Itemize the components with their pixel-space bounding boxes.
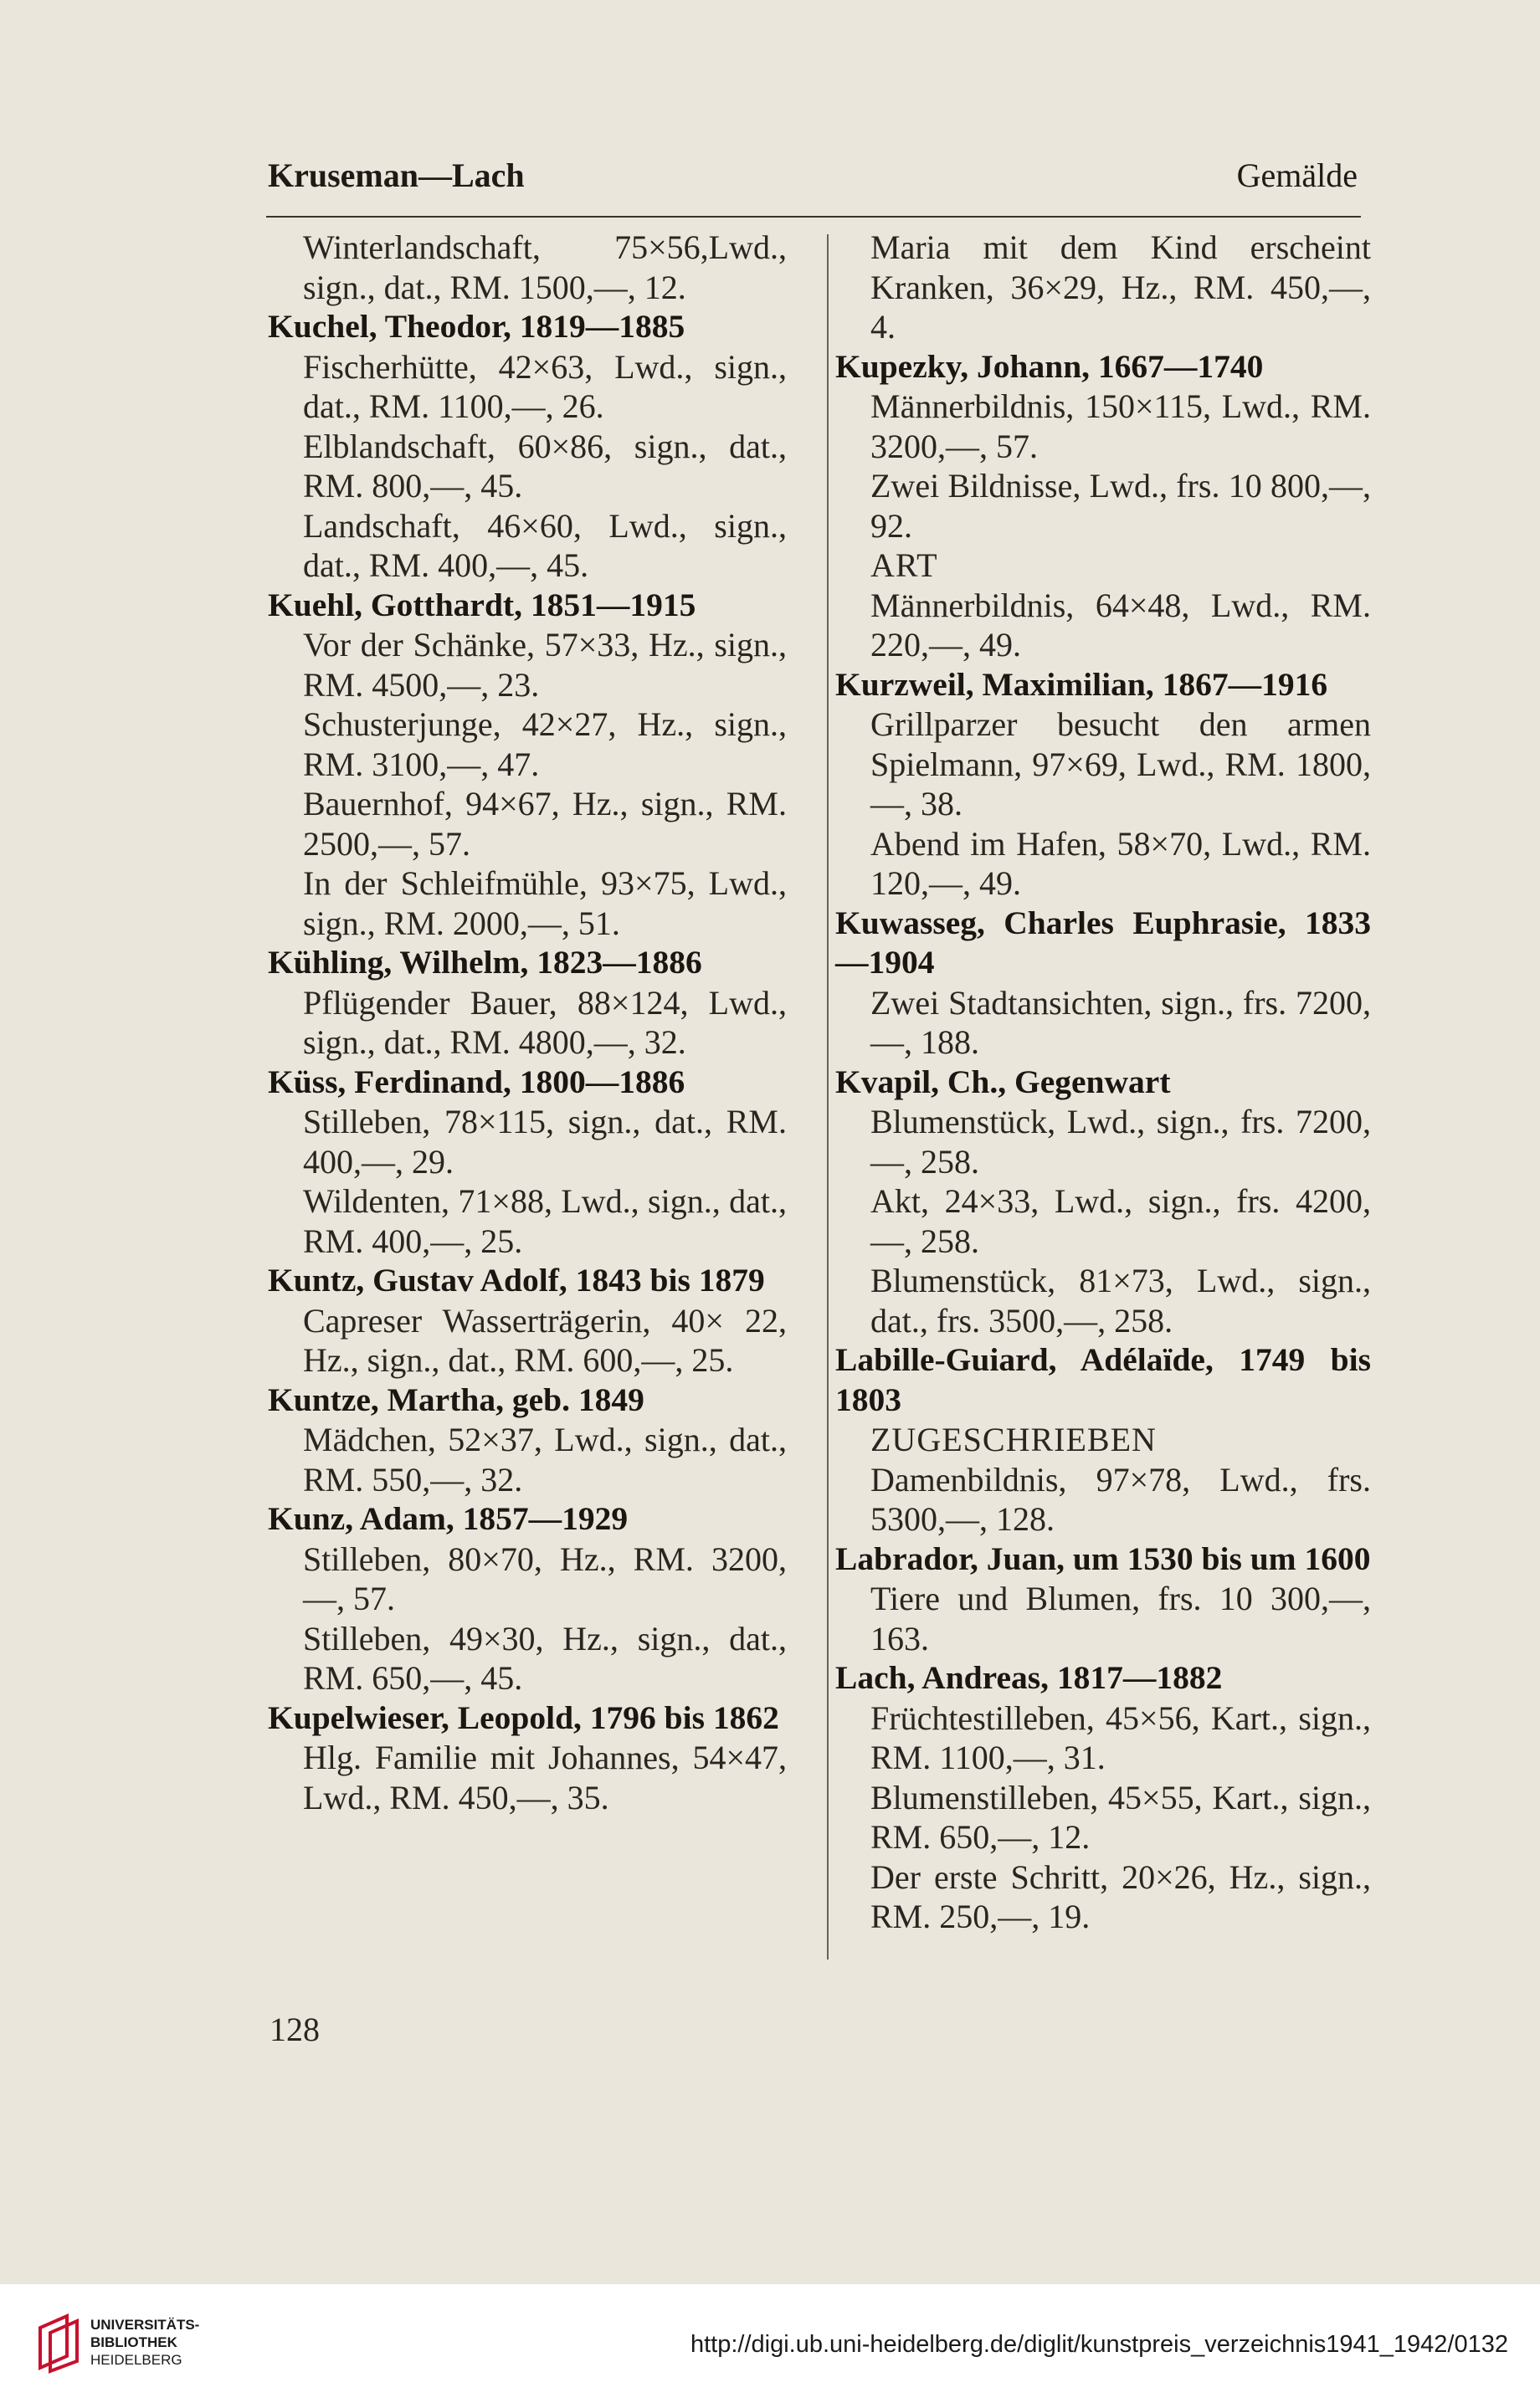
artist-heading: Kühling, Wilhelm, 1823—1886 [268,944,702,981]
artwork-entry: Stilleben, 80×70, Hz., RM. 3200,—, 57. [303,1540,787,1617]
artist-heading: Kupezky, Johann, 1667—1740 [835,347,1264,385]
artwork-entry: In der Schleifmühle, 93×75, Lwd., sign., RM. 2000,—, 51. [303,864,787,942]
artist-heading: Kuntze, Martha, geb. 1849 [268,1381,644,1418]
artwork-entry: Fischerhütte, 42×63, Lwd., sign., dat., RM. 1100,—, 26. [303,347,787,425]
left-column [268,228,787,1968]
running-head-right: Gemälde [1236,156,1358,194]
attribution-note: ART [870,546,938,584]
artwork-entry: Zwei Bildnisse, Lwd., frs. 10 800,—, 92. [870,467,1371,545]
artwork-entry: Capreser Wasserträgerin, 40× 22, Hz., sign., dat., RM. 600,—, 25. [303,1301,787,1379]
artwork-entry: Grillparzer besucht den armen Spielmann, 97×69, Lwd., RM. 1800,—, 38. [870,705,1371,822]
artwork-entry: Tiere und Blumen, frs. 10 300,—, 163. [870,1580,1371,1657]
artist-heading: Küss, Ferdinand, 1800—1886 [268,1063,685,1100]
artist-heading: Kuehl, Gotthardt, 1851—1915 [268,586,696,623]
artist-heading: Kuchel, Theodor, 1819—1885 [268,308,685,345]
artwork-entry: Der erste Schritt, 20×26, Hz., sign., RM. 250,—, 19. [870,1857,1371,1935]
artwork-entry: Vor der Schänke, 57×33, Hz., sign., RM. 4500,—, 23. [303,626,787,704]
running-head-left: Kruseman—Lach [268,156,525,194]
page-number: 128 [270,2011,320,2048]
artwork-entry: Stilleben, 49×30, Hz., sign., dat., RM. 650,—, 45. [303,1619,787,1697]
artwork-entry: Pflügender Bauer, 88×124, Lwd., sign., dat., RM. 4800,—, 32. [303,983,787,1061]
artist-heading: Lach, Andreas, 1817—1882 [835,1659,1223,1696]
artwork-entry: Zwei Stadtansichten, sign., frs. 7200,—, 188. [870,983,1371,1061]
artist-heading: Labrador, Juan, um 1530 bis um 1600 [835,1540,1371,1577]
artwork-entry: Früchtestilleben, 45×56, Kart., sign., RM. 1100,—, 31. [870,1698,1371,1776]
artwork-entry: Männerbildnis, 150×115, Lwd., RM. 3200,—, 57. [870,387,1371,465]
artwork-entry: Akt, 24×33, Lwd., sign., frs. 4200,—, 258. [870,1182,1371,1260]
artwork-entry: Elblandschaft, 60×86, sign., dat., RM. 800,—, 45. [303,427,787,505]
artwork-entry: Mädchen, 52×37, Lwd., sign., dat., RM. 550,—, 32. [303,1421,787,1499]
column-divider [827,234,829,1960]
footer-bar [0,2284,1540,2408]
artist-heading: Kurzweil, Maximilian, 1867—1916 [835,665,1328,703]
artwork-entry: Bauernhof, 94×67, Hz., sign., RM. 2500,—, 57. [303,785,787,863]
artwork-entry: Männerbildnis, 64×48, Lwd., RM. 220,—, 49. [870,586,1371,663]
artist-heading: Kunz, Adam, 1857—1929 [268,1500,629,1537]
library-logo-icon [33,2309,87,2376]
library-name-line: UNIVERSITÄTS- [90,2317,200,2333]
artist-heading: Kvapil, Ch., Gegenwart [835,1063,1171,1100]
artwork-entry: Winterlandschaft, 75×56,Lwd., sign., dat., RM. 1500,—, 12. [303,228,787,306]
artwork-entry: Maria mit dem Kind erscheint Kranken, 36×29, Hz., RM. 450,—, 4. [870,228,1371,346]
artwork-entry: Stilleben, 78×115, sign., dat., RM. 400,—, 29. [303,1103,787,1181]
artwork-entry: Abend im Hafen, 58×70, Lwd., RM. 120,—, 49. [870,824,1371,902]
artwork-entry: Blumenstilleben, 45×55, Kart., sign., RM. 650,—, 12. [870,1778,1371,1856]
artwork-entry: Blumenstück, 81×73, Lwd., sign., dat., frs. 3500,—, 258. [870,1262,1371,1340]
artwork-entry: Blumenstück, Lwd., sign., frs. 7200,—, 258. [870,1103,1371,1181]
library-name-line: HEIDELBERG [90,2352,182,2368]
library-name-line: BIBLIOTHEK [90,2334,177,2350]
artwork-entry: Hlg. Familie mit Johannes, 54×47, Lwd., RM. 450,—, 35. [303,1739,787,1816]
artwork-entry: Schusterjunge, 42×27, Hz., sign., RM. 3100,—, 47. [303,705,787,783]
attribution-note: ZUGESCHRIEBEN [870,1421,1157,1458]
permalink-url[interactable]: http://digi.ub.uni-heidelberg.de/diglit/kunstpreis_verzeichnis1941_1942/0132 [690,2331,1508,2358]
library-name [90,2316,199,2369]
artist-heading: Kupelwieser, Leopold, 1796 bis 1862 [268,1698,779,1736]
artist-heading: Kuntz, Gustav Adolf, 1843 bis 1879 [268,1262,765,1299]
artist-heading: Labille-Guiard, Adélaïde, 1749 bis 1803 [835,1341,1371,1418]
artwork-entry: Damenbildnis, 97×78, Lwd., frs. 5300,—, 128. [870,1460,1371,1538]
artist-heading: Kuwasseg, Charles Euphrasie, 1833—1904 [835,904,1371,981]
artwork-entry: Wildenten, 71×88, Lwd., sign., dat., RM. 400,—, 25. [303,1182,787,1260]
artwork-entry: Landschaft, 46×60, Lwd., sign., dat., RM. 400,—, 45. [303,506,787,584]
right-column [835,228,1371,1968]
header-rule [266,216,1361,218]
